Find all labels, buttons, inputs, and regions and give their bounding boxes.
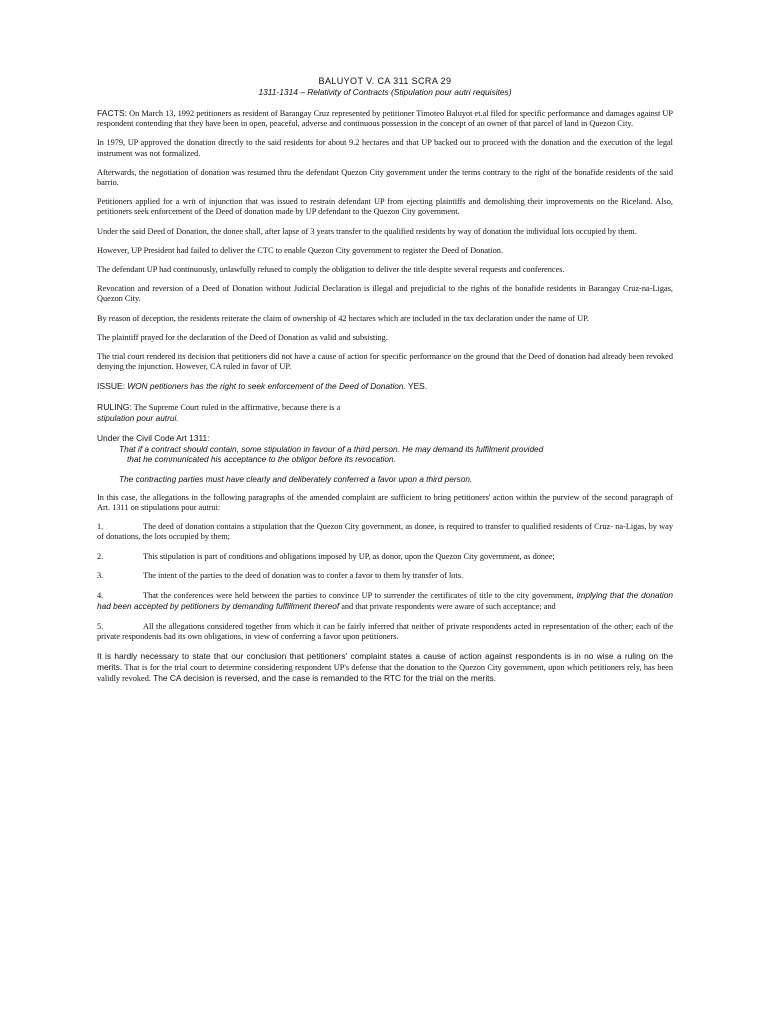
- list-item-text-end: and that private respondents were aware of such acceptance; and: [339, 602, 556, 612]
- conclusion-part-3: The CA decision is reversed, and the case is remanded to the RTC for the trial on the merits.: [150, 673, 497, 684]
- paragraph: The defendant UP had continuously, unlawfully refused to comply the obligation to deliver the title despite several requests and conferences.: [97, 265, 565, 275]
- paragraph: Revocation and reversion of a Deed of Donation without Judicial Declaration is illegal and prejudicial to the rights of the bonafide residents in Barangay Cruz-na-Ligas, Quezon City.: [97, 284, 673, 304]
- paragraph: Petitioners applied for a writ of injunction that was issued to restrain defendant UP from ejecting plaintiffs and demolishing their improvements on the Riceland. Also, petitioners seek enforcement of the Deed of donation made by UP defendant to the Quezon City government.: [97, 197, 673, 217]
- paragraph: However, UP President had failed to deliver the CTC to enable Quezon City government to register the Deed of Donation.: [97, 245, 504, 255]
- case-title: BALUYOT V. CA 311 SCRA 29: [318, 76, 452, 86]
- paragraph: Under the said Deed of Donation, the donee shall, after lapse of 3 years transfer to the qualified residents by way of donation the individual lots occupied by them.: [97, 226, 637, 236]
- ruling-text-italic: stipulation pour autrui.: [97, 412, 179, 423]
- ruling-text: The Supreme Court ruled in the affirmative, because there is a: [131, 402, 341, 412]
- paragraph: The trial court rendered its decision that petitioners did not have a cause of action for specific performance on the ground that the Deed of donation had already been revoked denying the injunction. However, CA ruled in favor of UP.: [97, 352, 673, 372]
- list-item: [97, 571, 673, 581]
- list-item-text: The intent of the parties to the deed of donation was to confer a favor to them by transfer of lots.: [143, 570, 464, 580]
- list-item-text: All the allegations considered together from which it can be fairly inferred that neither of private respondents acted in representation of the other; each of the private respondents had its own obligations, in view of conferring a favor upon petitioners.: [97, 621, 673, 641]
- facts-paragraph: [97, 108, 673, 129]
- list-item-number: 2.: [97, 551, 104, 561]
- list-item-text: This stipulation is part of conditions and obligations imposed by UP, as donor, upon the Quezon City government, as donee;: [143, 551, 555, 561]
- quote-line: That if a contract should contain, some stipulation in favour of a third person. He may demand its fulfilment provided: [119, 444, 544, 455]
- list-item-number: 3.: [97, 570, 104, 580]
- list-item-text: That the conferences were held between the parties to convince UP to surrender the certificates of title to the city government,: [143, 591, 574, 601]
- facts-label: FACTS:: [97, 108, 128, 118]
- list-item-number: 5.: [97, 621, 104, 631]
- civil-code-heading: Under the Civil Code Art 1311:: [97, 433, 210, 444]
- list-item-number: 4.: [97, 591, 104, 601]
- list-item: [97, 552, 673, 562]
- list-item-text: The deed of donation contains a stipulation that the Quezon City government, as donee, is required to transfer to qualified residents of Cruz- na-Ligas, by way of donations, the lots occupied by them;: [97, 522, 673, 542]
- conclusion-paragraph: [97, 651, 673, 685]
- list-item: [97, 622, 673, 642]
- issue-label: ISSUE:: [97, 381, 126, 392]
- list-item: [97, 522, 673, 542]
- paragraph: The plaintiff prayed for the declaration of the Deed of Donation as valid and subsisting.: [97, 332, 388, 342]
- ruling-label: RULING:: [97, 401, 132, 412]
- civil-code-quote: [97, 444, 673, 484]
- issue-answer: YES.: [405, 381, 428, 392]
- conclusion-part-1: It is hardly necessary to state that our conclusion that petitioners' complaint states a cause of action against respondents is in no wise a ruling on the merits.: [97, 650, 673, 673]
- ruling-paragraph: [97, 402, 673, 424]
- document-page: [97, 76, 673, 694]
- paragraph: In 1979, UP approved the donation directly to the said residents for about 9.2 hectares and that UP backed out to proceed with the donation and the execution of the legal instrument was not formalized.: [97, 138, 673, 158]
- list-item: [97, 590, 673, 612]
- issue-paragraph: [97, 381, 673, 392]
- case-subtitle: 1311-1314 – Relativity of Contracts (Stipulation pour autri requisites): [258, 87, 512, 97]
- facts-text: On March 13, 1992 petitioners as resident of Barangay Cruz represented by petitioner Timoteo Baluyot et.al filed for specific performance and damages against UP respondent contending that they have been in open, peaceful, adverse and continuous possession in the concept of an owner of that parcel of land in Quezon City.: [97, 109, 673, 129]
- list-item-text-italic: implying that the donation had been accepted by petitioners by demanding fulfillment thereof: [97, 590, 673, 612]
- in-this-case-paragraph: In this case, the allegations in the following paragraphs of the amended complaint are sufficient to bring petitioners' action within the purview of the second paragraph of Art. 1311 on stipulations pour autrui:: [97, 492, 673, 513]
- list-item-number: 1.: [97, 522, 104, 532]
- paragraph: Afterwards, the negotiation of donation was resumed thru the defendant Quezon City government under the terms contrary to the right of the bonafide residents of the said barrio.: [97, 167, 673, 188]
- issue-text: WON petitioners has the right to seek enforcement of the Deed of Donation.: [127, 381, 406, 392]
- quote-line: The contracting parties must have clearly and deliberately conferred a favor upon a third person.: [119, 473, 473, 484]
- civil-code-block: [97, 433, 673, 444]
- paragraph: By reason of deception, the residents reiterate the claim of ownership of 42 hectares which are included in the tax declaration under the name of UP.: [97, 313, 589, 323]
- conclusion-part-2: That is for the trial court to determine considering respondent UP's defense that the donation to the Quezon City government, upon which petitioners rely, has been validly revoked.: [97, 663, 673, 684]
- quote-line: that he communicated his acceptance to the obligor before its revocation.: [127, 454, 396, 465]
